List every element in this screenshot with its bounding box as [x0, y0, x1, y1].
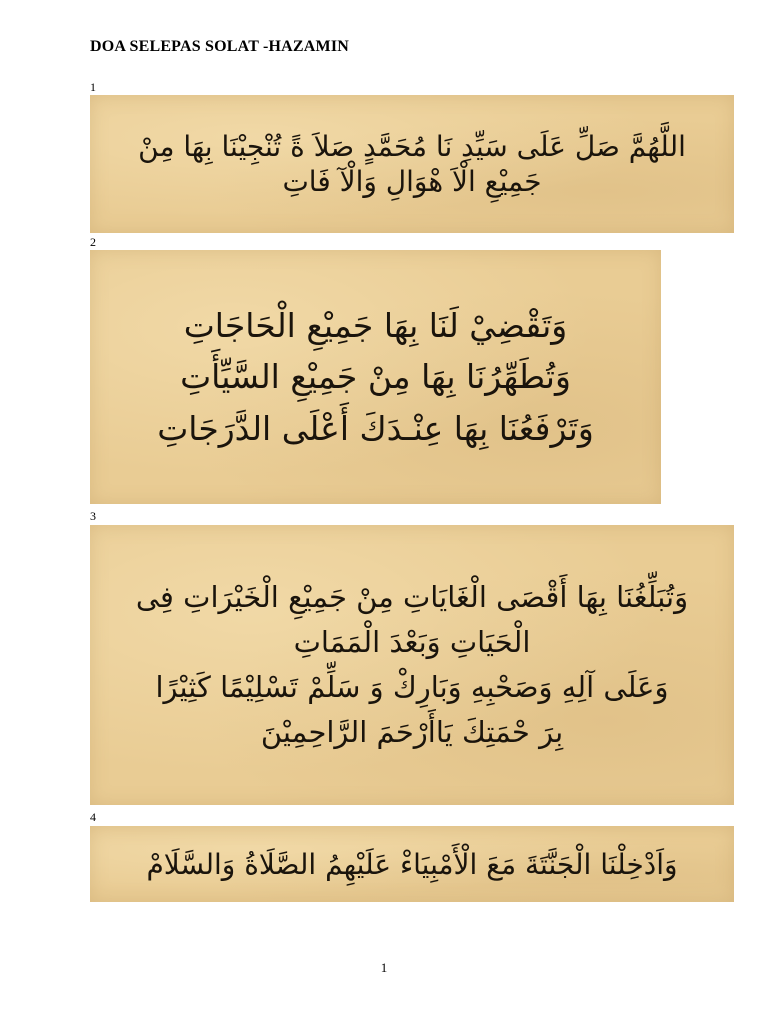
arabic-line: بِرَ حْمَتِكَ يَاأَرْحَمَ الرَّاحِمِيْنَ [260, 714, 564, 749]
section-number-4: 4 [90, 810, 96, 824]
section-number-1: 1 [90, 80, 96, 94]
arabic-line: وَاَدْخِلْنَا الْجَنَّتَةَ مَعَ الْأَمْبِيَاءْ عَلَيْهِمُ الصَّلَاةُ وَالسَّلَامْ [146, 847, 678, 881]
prayer-panel-4 [90, 826, 734, 902]
document-title: DOA SELEPAS SOLAT -HAZAMIN [90, 38, 350, 55]
section-number-3: 3 [90, 509, 96, 523]
arabic-line: وَتُبَلِّغُنَا بِهَا أَقْصَى الْغَايَاتِ مِنْ جَمِيْعِ الْخَيْرَاتِ فِى [135, 580, 689, 615]
arabic-line: وَتَقْضِيْ لَنَا بِهَا جَمِيْعِ الْحَاجَاتِ [183, 306, 568, 346]
arabic-line: الْحَيَاتِ وَبَعْدَ الْمَمَاتِ [293, 625, 531, 660]
prayer-panel-3 [90, 525, 734, 805]
prayer-panel-1 [90, 95, 734, 233]
prayer-panel-2 [90, 250, 661, 504]
arabic-line: وَتَرْفَعُنَا بِهَا عِنْـدَكَ أَعْلَى الدَّرَجَاتِ [157, 408, 594, 448]
arabic-line: اللَّهُمَّ صَلِّ عَلَى سَيِّدِ نَا مُحَمَّدٍ صَلاَ ةً تُنْجِيْنَا بِهَا مِنْ [138, 130, 686, 163]
arabic-line: وَعَلَى آلِهِ وَصَحْبِهِ وَبَارِكْ وَ سَلِّمْ تَسْلِيْمًا كَثِيْرًا [155, 670, 669, 704]
arabic-line: جَمِيْعِ الْاَ هْوَالِ وَالْآ فَاتِ [282, 165, 542, 198]
arabic-line: وَتُطَهِّرُنَا بِهَا مِنْ جَمِيْعِ السَّيِّأَتِ [180, 357, 571, 397]
page-number: 1 [380, 960, 388, 975]
section-number-2: 2 [90, 235, 96, 249]
